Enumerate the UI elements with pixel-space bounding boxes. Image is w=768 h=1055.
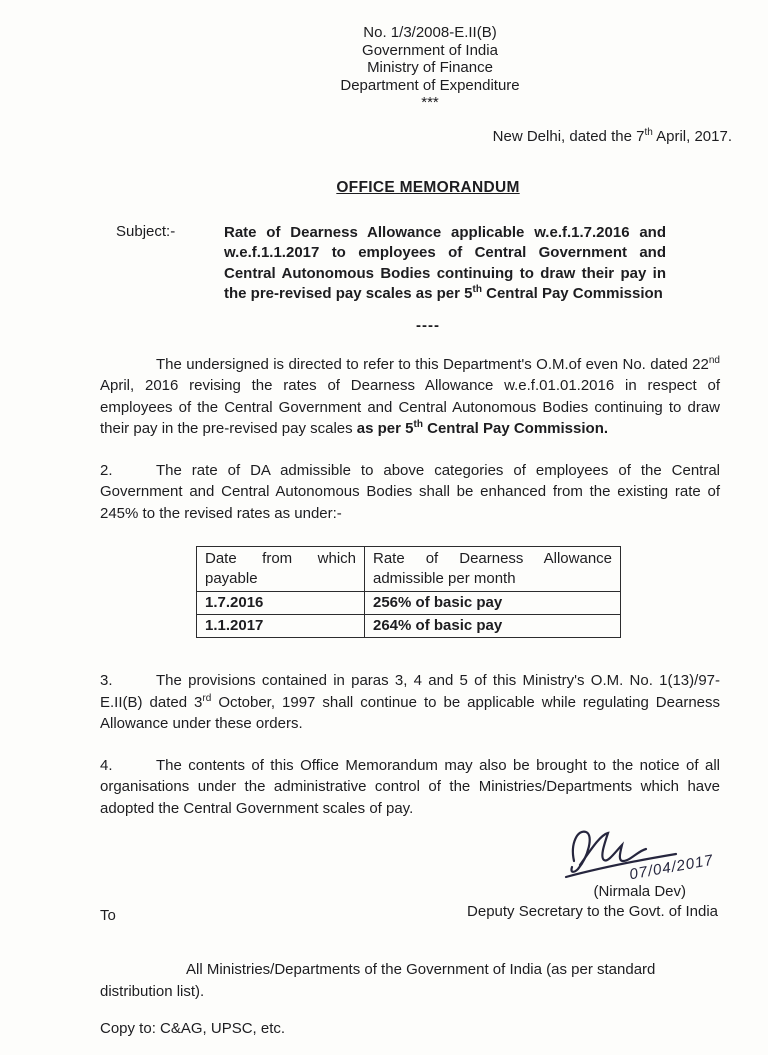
ordinal-suffix: th	[472, 284, 482, 295]
header-cell-date: Date from which payable	[197, 547, 365, 592]
da-rates-table	[196, 546, 621, 638]
org-line-government: Government of India	[362, 41, 498, 59]
ordinal-suffix: nd	[708, 354, 720, 366]
table-row	[197, 592, 621, 615]
copy-to-text: Copy to: C&AG, UPSC, etc.	[100, 1020, 286, 1037]
header-cell-rate: Rate of Dearness Allowance admissible per month	[365, 547, 621, 592]
para-2-number: 2.	[100, 461, 113, 479]
para-1-bold	[357, 420, 608, 437]
org-line-ministry: Ministry of Finance	[367, 59, 493, 76]
signatory-designation: Deputy Secretary to the Govt. of India	[467, 903, 718, 920]
table-header-row	[197, 547, 621, 592]
handwritten-date: 07/04/2017	[628, 851, 715, 884]
closing-block	[100, 823, 720, 943]
date-text-rest: April, 2017.	[652, 127, 732, 145]
distribution-text: All Ministries/Departments of the Government of India (as per standard distribution list).	[100, 961, 656, 1000]
para-3-text: The provisions contained in paras 3, 4 and 5 of this Ministry's O.M. No. 1(13)/97-E.II(B) dated 3	[100, 672, 720, 711]
para-1	[100, 354, 720, 440]
para-4-number: 4.	[100, 756, 113, 774]
date-cell: 1.1.2017	[197, 615, 365, 638]
signature-scribble-icon	[558, 823, 684, 887]
para-3	[100, 670, 720, 735]
para-3-number: 3.	[100, 672, 113, 689]
table-row	[197, 615, 621, 638]
subject-block	[0, 223, 768, 305]
reference-number: No. 1/3/2008-E.II(B)	[363, 24, 497, 41]
para-4	[100, 755, 720, 820]
place-date-line	[0, 128, 768, 145]
rate-cell: 264% of basic pay	[365, 615, 621, 638]
memo-title: OFFICE MEMORANDUM	[336, 178, 520, 196]
ordinal-suffix: th	[644, 126, 653, 138]
signatory-name: (Nirmala Dev)	[593, 883, 686, 900]
date-cell: 1.7.2016	[197, 592, 365, 615]
para-4-text: The contents of this Office Memorandum may also be brought to the notice of all organisations under the administrative control of the Ministries/Departments which have adopted the Central Government scales of pay.	[100, 756, 720, 817]
date-text: New Delhi, dated the 7	[492, 127, 645, 145]
subject-body-rest: Central Pay Commission	[481, 285, 663, 302]
to-label: To	[100, 907, 116, 924]
para-1-text-rest: April, 2016 revising the rates of Dearness Allowance w.e.f.01.01.2016 in respect of employees of the Central Government and Central Autonomous Bodies continuing to draw their pay in the pre-revised pay scales	[100, 377, 720, 437]
rate-cell: 256% of basic pay	[365, 592, 621, 615]
para-1-bold-text: as per 5	[356, 420, 414, 437]
ordinal-suffix: rd	[202, 692, 212, 704]
dash-separator: ----	[416, 316, 440, 334]
para-1-text: The undersigned is directed to refer to this Department's O.M.of even No. dated 22	[156, 355, 709, 373]
subject-label: Subject:-	[116, 222, 176, 240]
letterhead	[0, 0, 768, 112]
para-2	[100, 460, 720, 525]
star-separator: ***	[421, 94, 439, 111]
para-3-text-rest: October, 1997 shall continue to be applicable while regulating Dearness Allowance under these orders.	[100, 693, 721, 732]
ordinal-suffix: th	[413, 419, 423, 430]
subject-body: Rate of Dearness Allowance applicable w.e.f.1.7.2016 and w.e.f.1.1.2017 to employees of Central Government and Central Autonomous Bodies continuing to draw their pay in the pre-revised pay scales as per 5	[224, 223, 666, 302]
org-line-department: Department of Expenditure	[340, 76, 520, 94]
para-2-text: The rate of DA admissible to above categories of employees of the Central Government and Central Autonomous Bodies shall be enhanced from the existing rate of 245% to the revised rates as under:-	[100, 461, 720, 522]
para-1-bold-rest: Central Pay Commission.	[422, 420, 609, 437]
subject-text	[224, 223, 666, 305]
